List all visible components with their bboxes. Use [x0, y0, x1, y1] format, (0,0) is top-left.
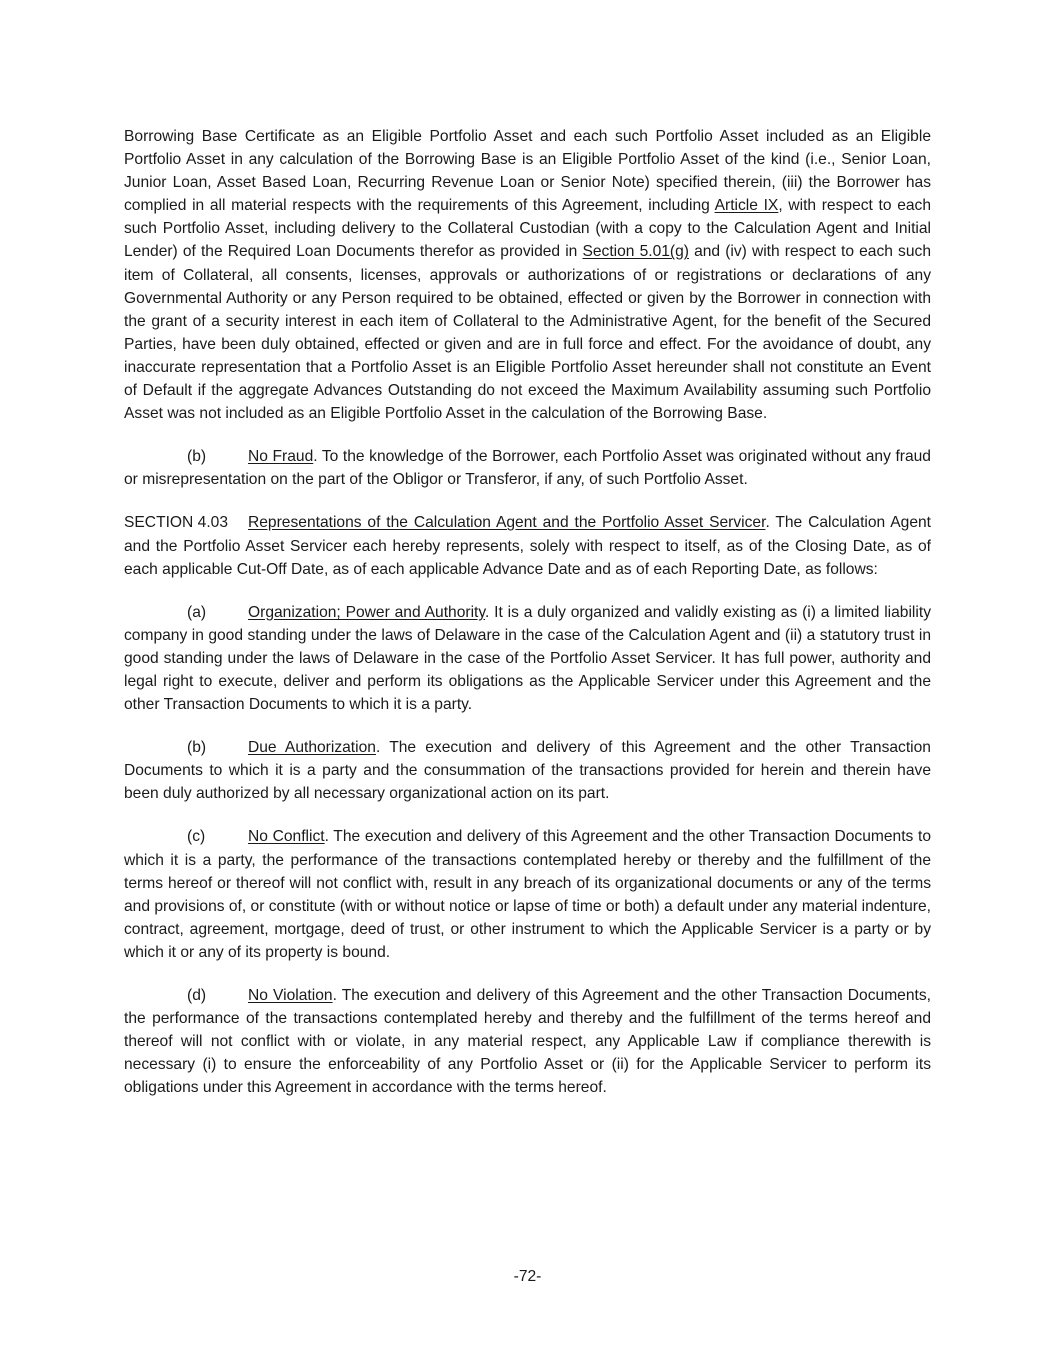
paragraph-text: Borrowing Base Certificate as an Eligible Portfolio Asset and each such Portfolio Asset included as an Eligible Portfolio Asset in any calculation of the Borrowing Base is an Eligible Portfolio Asset of the kind (i.e., Senior Loan, Junior Loan, Asset Based Loan, Recurring Revenue Loan or Senior Note) specified therein, (iii) the Borrower has complied in all material respects with the requirements of this Agreement, including: [124, 128, 931, 215]
clause-heading: No Conflict: [248, 828, 325, 846]
clause-no-conflict: [124, 825, 931, 964]
clause-text: . The execution and delivery of this Agreement and the other Transaction Documents to which it is a party and the consummation of the transactions provided for herein and therein have been duly authorized by all necessary organizational action on its part.: [124, 739, 931, 803]
clause-organization: [124, 601, 931, 716]
clause-text: . It is a duly organized and validly existing as (i) a limited liability company in good standing under the laws of Delaware in the case of the Calculation Agent and (ii) a statutory trust in good standing under the laws of Delaware in the case of the Portfolio Asset Servicer. It has full power, authority and legal right to execute, deliver and perform its obligations as the Applicable Servicer under this Agreement and the other Transaction Documents to which it is a party.: [124, 603, 931, 714]
paragraph-text: and (iv) with respect to each such item of Collateral, all consents, licenses, approvals or authorizations of or registrations or declarations of any Governmental Authority or any Person required to be obtained, effected or given by the Borrower in connection with the grant of a security interest in each item of Collateral to the Administrative Agent, for the benefit of the Secured Parties, have been duly obtained, effected or given and are in full force and effect. For the avoidance of doubt, any inaccurate representation that a Portfolio Asset is an Eligible Portfolio Asset hereunder shall not constitute an Event of Default if the aggregate Advances Outstanding do not exceed the Maximum Availability assuming such Portfolio Asset was not included as an Eligible Portfolio Asset in the calculation of the Borrowing Base.: [124, 243, 931, 423]
section-text: . The Calculation Agent and the Portfolio Asset Servicer each hereby represents, solely with respect to itself, as of the Closing Date, as of each applicable Cut-Off Date, as of each applicable Advance Date and as of each Reporting Date, as follows:: [124, 514, 931, 578]
clause-heading: Due Authorization: [248, 739, 376, 757]
clause-number: (a): [187, 603, 207, 621]
document-page: [124, 125, 931, 1099]
clause-number: (b): [187, 448, 207, 466]
clause-text: . The execution and delivery of this Agreement and the other Transaction Documents, the performance of the transactions contemplated hereby and thereby and the fulfillment of the terms hereof and thereof will not conflict with or violate, in any material respect, any Applicable Law if compliance therewith is necessary (i) to ensure the enforceability of any Portfolio Asset or (ii) for the Applicable Servicer to perform its obligations under this Agreement in accordance with the terms hereof.: [124, 987, 931, 1097]
clause-no-violation: [124, 984, 931, 1099]
clause-number: (b): [187, 739, 207, 757]
clause-text: . To the knowledge of the Borrower, each Portfolio Asset was originated without any fraud or misrepresentation on the part of the Obligor or Transferor, if any, of such Portfolio Asset.: [124, 448, 931, 489]
clause-heading: No Fraud: [248, 448, 314, 466]
clause-due-authorization: [124, 736, 931, 805]
paragraph-continuation: [124, 125, 931, 425]
clause-no-fraud: [124, 445, 931, 491]
section-heading: Representations of the Calculation Agent and the Portfolio Asset Servicer: [248, 514, 766, 532]
section-5-01g-reference: Section 5.01(g): [582, 243, 689, 261]
clause-number: (d): [187, 987, 207, 1004]
clause-number: (c): [187, 828, 206, 846]
paragraph-text: , with respect to each such Portfolio Asset, including delivery to the Collateral Custodian (with a copy to the Calculation Agent and Initial Lender) of the Required Loan Documents therefor as provided in: [124, 197, 932, 261]
clause-heading: No Violation: [248, 987, 333, 1004]
section-number: SECTION 4.03: [124, 514, 228, 532]
section-4-03: [124, 511, 931, 580]
article-ix-reference: Article IX: [714, 197, 779, 215]
page-number: -72-: [513, 1268, 542, 1285]
clause-text: . The execution and delivery of this Agreement and the other Transaction Documents to which it is a party, the performance of the transactions contemplated hereby or thereby and the fulfillment of the terms hereof or thereof will not conflict with, result in any breach of its organizational documents or any of the terms and provisions of, or constitute (with or without notice or lapse of time or both) a default under any material indenture, contract, agreement, mortgage, deed of trust, or other instrument to which the Applicable Servicer is a party or by which it or any of its property is bound.: [124, 828, 932, 961]
clause-heading: Organization; Power and Authority: [248, 603, 485, 621]
